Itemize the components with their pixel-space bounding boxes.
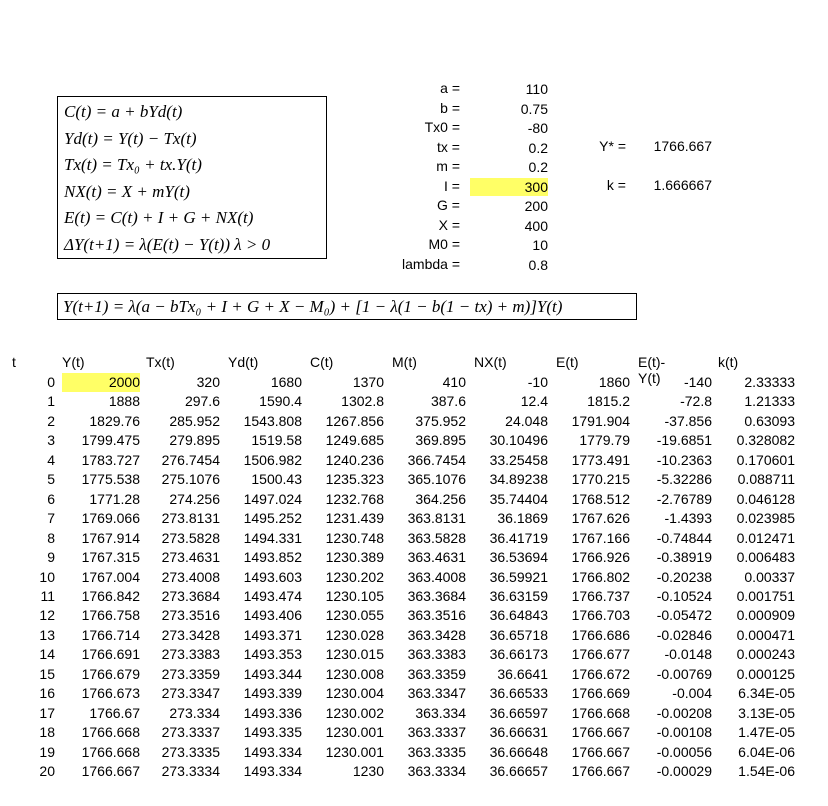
- table-cell[interactable]: -10.2363: [656, 452, 712, 468]
- table-cell[interactable]: -0.004: [672, 685, 712, 701]
- row-index-cell[interactable]: 6: [47, 491, 55, 507]
- param-label: Tx0 =: [424, 119, 460, 135]
- equation-line: ΔY(t+1) = λ(E(t) − Y(t)) λ > 0: [64, 234, 271, 254]
- table-cell[interactable]: 363.3383: [407, 646, 466, 662]
- table-cell[interactable]: 1766.679: [81, 666, 140, 682]
- table-cell[interactable]: 1771.28: [89, 491, 140, 507]
- table-cell[interactable]: 1766.667: [571, 763, 630, 779]
- row-index-cell[interactable]: 12: [39, 607, 55, 623]
- table-cell[interactable]: 30.10496: [489, 432, 548, 448]
- table-cell[interactable]: 273.3359: [161, 666, 220, 682]
- table-cell[interactable]: 0.001751: [736, 588, 795, 604]
- table-cell[interactable]: 6.04E-06: [738, 744, 795, 760]
- table-cell[interactable]: 1766.668: [81, 724, 140, 740]
- table-cell[interactable]: 36.66631: [489, 724, 548, 740]
- table-cell[interactable]: 36.66533: [489, 685, 548, 701]
- k-label: k =: [606, 177, 626, 193]
- table-cell[interactable]: 273.8131: [161, 510, 220, 526]
- table-cell[interactable]: 297.6: [184, 393, 220, 409]
- table-cell[interactable]: 363.3347: [407, 685, 466, 701]
- row-index-cell[interactable]: 4: [47, 452, 55, 468]
- table-cell[interactable]: 365.1076: [407, 471, 466, 487]
- table-cell[interactable]: 273.3684: [161, 588, 220, 604]
- table-cell[interactable]: 1766.686: [571, 627, 630, 643]
- table-cell[interactable]: 1.47E-05: [738, 724, 795, 740]
- row-index-cell[interactable]: 19: [39, 744, 55, 760]
- table-cell[interactable]: 1590.4: [259, 393, 302, 409]
- param-label: b =: [440, 100, 460, 116]
- table-cell[interactable]: 1230.001: [325, 724, 384, 740]
- table-cell[interactable]: 1766.691: [81, 646, 140, 662]
- table-cell[interactable]: 1768.512: [571, 491, 630, 507]
- table-cell[interactable]: 36.66173: [489, 646, 548, 662]
- row-index-cell[interactable]: 9: [47, 549, 55, 565]
- table-cell[interactable]: 1888: [108, 393, 140, 409]
- table-cell[interactable]: 1519.58: [251, 432, 302, 448]
- table-cell[interactable]: 1767.166: [571, 530, 630, 546]
- table-cell[interactable]: 1230.389: [325, 549, 384, 565]
- table-cell[interactable]: 1767.315: [81, 549, 140, 565]
- row-index-cell[interactable]: 8: [47, 530, 55, 546]
- ystar-value[interactable]: 1766.667: [653, 138, 712, 154]
- table-cell[interactable]: 1766.842: [81, 588, 140, 604]
- table-cell[interactable]: 273.3334: [161, 763, 220, 779]
- table-cell[interactable]: 1230.748: [325, 530, 384, 546]
- table-cell[interactable]: 0.006483: [736, 549, 795, 565]
- table-cell[interactable]: -0.02846: [656, 627, 712, 643]
- param-value-cell[interactable]: 300: [470, 178, 548, 196]
- equation-line: NX(t) = X + mY(t): [64, 181, 190, 201]
- table-cell[interactable]: -0.00769: [656, 666, 712, 682]
- table-cell[interactable]: 1230.105: [325, 588, 384, 604]
- table-cell[interactable]: 1766.673: [81, 685, 140, 701]
- param-value-cell[interactable]: 110: [525, 81, 548, 97]
- column-header[interactable]: Yd(t): [228, 354, 259, 370]
- table-cell[interactable]: 276.7454: [161, 452, 220, 468]
- table-cell[interactable]: 363.334: [415, 705, 466, 721]
- table-cell[interactable]: 0.000471: [736, 627, 795, 643]
- table-cell[interactable]: -19.6851: [656, 432, 712, 448]
- table-cell[interactable]: 1230: [352, 763, 384, 779]
- table-cell[interactable]: 363.4631: [407, 549, 466, 565]
- table-cell[interactable]: 363.3334: [407, 763, 466, 779]
- table-cell[interactable]: 1680: [270, 374, 302, 390]
- table-cell[interactable]: 0.023985: [736, 510, 795, 526]
- row-index-cell[interactable]: 20: [39, 763, 55, 779]
- table-cell[interactable]: 34.89238: [489, 471, 548, 487]
- table-cell[interactable]: 1766.737: [571, 588, 630, 604]
- table-cell[interactable]: 273.3335: [161, 744, 220, 760]
- table-cell[interactable]: 36.65718: [489, 627, 548, 643]
- table-cell[interactable]: 6.34E-05: [738, 685, 795, 701]
- row-index-cell[interactable]: 2: [47, 413, 55, 429]
- table-cell[interactable]: 1493.353: [243, 646, 302, 662]
- table-cell[interactable]: -0.10524: [656, 588, 712, 604]
- table-cell[interactable]: 0.328082: [736, 432, 795, 448]
- equation-line: E(t) = C(t) + I + G + NX(t): [64, 208, 254, 228]
- table-cell[interactable]: 363.8131: [407, 510, 466, 526]
- row-index-cell[interactable]: 14: [39, 646, 55, 662]
- table-cell[interactable]: 1493.371: [243, 627, 302, 643]
- table-cell[interactable]: 36.6641: [497, 666, 548, 682]
- table-cell[interactable]: 1766.703: [571, 607, 630, 623]
- param-label: X =: [438, 217, 460, 233]
- equation-line: C(t) = a + bYd(t): [64, 102, 183, 121]
- table-cell[interactable]: 366.7454: [407, 452, 466, 468]
- table-cell[interactable]: 1766.802: [571, 569, 630, 585]
- table-cell[interactable]: 1766.667: [571, 724, 630, 740]
- table-cell[interactable]: 1769.066: [81, 510, 140, 526]
- table-cell[interactable]: -0.05472: [656, 607, 712, 623]
- column-header[interactable]: Tx(t): [146, 354, 175, 370]
- table-cell[interactable]: -10: [527, 374, 548, 390]
- table-cell[interactable]: 369.895: [415, 432, 466, 448]
- table-cell[interactable]: 1773.491: [571, 452, 630, 468]
- param-label: I =: [444, 178, 460, 194]
- table-cell[interactable]: 33.25458: [489, 452, 548, 468]
- table-cell[interactable]: 36.66648: [489, 744, 548, 760]
- table-cell[interactable]: 1493.335: [243, 724, 302, 740]
- table-cell[interactable]: 363.5828: [407, 530, 466, 546]
- table-cell[interactable]: 1230.001: [325, 744, 384, 760]
- table-cell[interactable]: 1493.336: [243, 705, 302, 721]
- table-cell[interactable]: 0.00337: [744, 569, 795, 585]
- row-index-cell[interactable]: 15: [39, 666, 55, 682]
- table-cell[interactable]: 363.3359: [407, 666, 466, 682]
- table-cell[interactable]: 1497.024: [243, 491, 302, 507]
- table-cell[interactable]: 36.53694: [489, 549, 548, 565]
- table-cell[interactable]: 1815.2: [587, 393, 630, 409]
- table-cell[interactable]: 36.63159: [489, 588, 548, 604]
- table-cell[interactable]: -0.38919: [656, 549, 712, 565]
- column-header[interactable]: E(t)-Y(t): [638, 354, 666, 386]
- table-cell[interactable]: 387.6: [430, 393, 466, 409]
- table-cell[interactable]: 363.3684: [407, 588, 466, 604]
- table-cell[interactable]: -5.32286: [656, 471, 712, 487]
- table-cell[interactable]: 1767.914: [81, 530, 140, 546]
- table-cell[interactable]: 1493.474: [243, 588, 302, 604]
- param-value-cell[interactable]: 0.75: [520, 101, 548, 117]
- table-cell[interactable]: 1783.727: [81, 452, 140, 468]
- table-cell[interactable]: -37.856: [664, 413, 712, 429]
- column-header[interactable]: M(t): [392, 354, 417, 370]
- table-cell[interactable]: 1766.677: [571, 646, 630, 662]
- table-cell[interactable]: 2.33333: [744, 374, 795, 390]
- table-cell[interactable]: 1493.334: [243, 744, 302, 760]
- column-header[interactable]: C(t): [310, 354, 334, 370]
- table-cell[interactable]: -0.0148: [664, 646, 712, 662]
- table-cell[interactable]: 0.000125: [736, 666, 795, 682]
- param-value-cell[interactable]: -80: [527, 120, 548, 136]
- table-cell[interactable]: 1500.43: [251, 471, 302, 487]
- param-value-cell[interactable]: 10: [532, 237, 548, 253]
- param-label: a =: [440, 80, 460, 96]
- table-cell[interactable]: 1230.002: [325, 705, 384, 721]
- table-cell[interactable]: 36.41719: [489, 530, 548, 546]
- table-cell[interactable]: 1766.714: [81, 627, 140, 643]
- table-cell[interactable]: 1230.028: [325, 627, 384, 643]
- column-header[interactable]: E(t): [556, 354, 579, 370]
- table-cell[interactable]: 1493.344: [243, 666, 302, 682]
- table-cell[interactable]: 273.4008: [161, 569, 220, 585]
- row-index-cell[interactable]: 16: [39, 685, 55, 701]
- table-cell[interactable]: 363.3337: [407, 724, 466, 740]
- row-index-cell[interactable]: 1: [47, 393, 55, 409]
- table-cell[interactable]: 2000: [62, 373, 140, 392]
- table-cell[interactable]: 285.952: [169, 413, 220, 429]
- table-cell[interactable]: 0.170601: [736, 452, 795, 468]
- table-cell[interactable]: -0.00208: [656, 705, 712, 721]
- table-cell[interactable]: -140: [683, 374, 712, 390]
- param-label: M0 =: [428, 236, 460, 252]
- table-cell[interactable]: 1.54E-06: [738, 763, 795, 779]
- table-cell[interactable]: 320: [196, 374, 220, 390]
- table-cell[interactable]: 1240.236: [325, 452, 384, 468]
- table-cell[interactable]: 1230.015: [325, 646, 384, 662]
- column-header[interactable]: t: [12, 354, 16, 370]
- table-cell[interactable]: 1235.323: [325, 471, 384, 487]
- table-cell[interactable]: 1231.439: [325, 510, 384, 526]
- table-cell[interactable]: 1860: [598, 374, 630, 390]
- table-cell[interactable]: 1267.856: [325, 413, 384, 429]
- model-equations-box: [57, 96, 327, 259]
- table-cell[interactable]: 36.59921: [489, 569, 548, 585]
- table-cell[interactable]: 24.048: [505, 413, 548, 429]
- difference-equation: Y(t+1) = λ(a − bTx₀ + I + G + X − M₀) + [1 − λ(1 − b(1 − tx) + m)]Y(t): [57, 293, 637, 320]
- table-cell[interactable]: 1230.055: [325, 607, 384, 623]
- row-index-cell[interactable]: 13: [39, 627, 55, 643]
- table-cell[interactable]: 1232.768: [325, 491, 384, 507]
- table-cell[interactable]: 1766.926: [571, 549, 630, 565]
- table-cell[interactable]: 36.1869: [497, 510, 548, 526]
- table-cell[interactable]: 1249.685: [325, 432, 384, 448]
- table-cell[interactable]: 36.66657: [489, 763, 548, 779]
- table-cell[interactable]: 1.21333: [744, 393, 795, 409]
- table-cell[interactable]: 1230.008: [325, 666, 384, 682]
- table-cell[interactable]: 1770.215: [571, 471, 630, 487]
- table-cell[interactable]: 1766.667: [81, 763, 140, 779]
- table-cell[interactable]: 1791.904: [571, 413, 630, 429]
- table-cell[interactable]: 12.4: [520, 393, 548, 409]
- table-cell[interactable]: 363.4008: [407, 569, 466, 585]
- param-label: G =: [437, 197, 460, 213]
- table-cell[interactable]: 363.3335: [407, 744, 466, 760]
- row-index-cell[interactable]: 18: [39, 724, 55, 740]
- table-cell[interactable]: 273.334: [169, 705, 220, 721]
- table-cell[interactable]: 1493.406: [243, 607, 302, 623]
- table-cell[interactable]: 0.000909: [736, 607, 795, 623]
- table-cell[interactable]: 410: [442, 374, 466, 390]
- table-cell[interactable]: 274.256: [169, 491, 220, 507]
- param-value-cell[interactable]: 0.2: [528, 140, 548, 156]
- table-cell[interactable]: -0.00029: [656, 763, 712, 779]
- param-label: tx =: [437, 139, 460, 155]
- table-cell[interactable]: -0.00108: [656, 724, 712, 740]
- table-cell[interactable]: 1230.202: [325, 569, 384, 585]
- row-index-cell[interactable]: 3: [47, 432, 55, 448]
- equation-line: Tx(t) = Tx₀ + tx.Y(t): [64, 155, 202, 175]
- table-cell[interactable]: -0.20238: [656, 569, 712, 585]
- row-index-cell[interactable]: 0: [47, 374, 55, 390]
- table-cell[interactable]: 1799.475: [81, 432, 140, 448]
- table-cell[interactable]: 1370: [352, 374, 384, 390]
- column-header[interactable]: k(t): [718, 354, 739, 370]
- table-cell[interactable]: 275.1076: [161, 471, 220, 487]
- table-cell[interactable]: 1829.76: [89, 413, 140, 429]
- table-cell[interactable]: 273.3383: [161, 646, 220, 662]
- table-cell[interactable]: 364.256: [415, 491, 466, 507]
- table-cell[interactable]: 1493.852: [243, 549, 302, 565]
- table-cell[interactable]: 35.74404: [489, 491, 548, 507]
- table-cell[interactable]: 1766.758: [81, 607, 140, 623]
- row-index-cell[interactable]: 11: [40, 588, 55, 604]
- table-cell[interactable]: 1767.004: [81, 569, 140, 585]
- table-cell[interactable]: 273.3428: [161, 627, 220, 643]
- table-cell[interactable]: 279.895: [169, 432, 220, 448]
- table-cell[interactable]: -0.74844: [656, 530, 712, 546]
- table-cell[interactable]: -1.4393: [664, 510, 712, 526]
- table-cell[interactable]: 1775.538: [81, 471, 140, 487]
- table-cell[interactable]: 36.64843: [489, 607, 548, 623]
- row-index-cell[interactable]: 17: [39, 705, 55, 721]
- table-cell[interactable]: 273.3337: [161, 724, 220, 740]
- table-cell[interactable]: -72.8: [680, 393, 712, 409]
- table-cell[interactable]: 1766.67: [89, 705, 140, 721]
- table-cell[interactable]: 3.13E-05: [738, 705, 795, 721]
- table-cell[interactable]: 1766.672: [571, 666, 630, 682]
- table-cell[interactable]: 273.3347: [161, 685, 220, 701]
- param-label: m =: [436, 158, 460, 174]
- table-cell[interactable]: 1767.626: [571, 510, 630, 526]
- table-cell[interactable]: 1766.667: [571, 744, 630, 760]
- table-cell[interactable]: 375.952: [415, 413, 466, 429]
- k-value[interactable]: 1.666667: [653, 177, 712, 193]
- table-cell[interactable]: 363.3428: [407, 627, 466, 643]
- table-cell[interactable]: 1494.331: [243, 530, 302, 546]
- row-index-cell[interactable]: 7: [47, 510, 55, 526]
- table-cell[interactable]: 0.63093: [744, 413, 795, 429]
- table-cell[interactable]: 273.4631: [161, 549, 220, 565]
- table-cell[interactable]: 0.088711: [737, 471, 795, 487]
- table-cell[interactable]: 1493.603: [243, 569, 302, 585]
- row-index-cell[interactable]: 5: [47, 471, 55, 487]
- table-cell[interactable]: 363.3516: [407, 607, 466, 623]
- table-cell[interactable]: 36.66597: [489, 705, 548, 721]
- table-cell[interactable]: 273.3516: [161, 607, 220, 623]
- param-value-cell[interactable]: 200: [524, 198, 548, 214]
- table-cell[interactable]: 1766.668: [81, 744, 140, 760]
- table-cell[interactable]: 273.5828: [161, 530, 220, 546]
- ystar-label: Y* =: [599, 138, 626, 154]
- table-cell[interactable]: 1493.339: [243, 685, 302, 701]
- row-index-cell[interactable]: 10: [39, 569, 55, 585]
- table-cell[interactable]: 1779.79: [579, 432, 630, 448]
- param-value-cell[interactable]: 0.8: [528, 257, 548, 273]
- table-cell[interactable]: 1302.8: [341, 393, 384, 409]
- table-cell[interactable]: 0.012471: [736, 530, 795, 546]
- param-value-cell[interactable]: 0.2: [528, 159, 548, 175]
- table-cell[interactable]: 0.046128: [736, 491, 795, 507]
- table-cell[interactable]: -2.76789: [656, 491, 712, 507]
- table-cell[interactable]: 1543.808: [243, 413, 302, 429]
- table-cell[interactable]: 1766.669: [571, 685, 630, 701]
- table-cell[interactable]: -0.00056: [656, 744, 712, 760]
- table-cell[interactable]: 1230.004: [325, 685, 384, 701]
- table-cell[interactable]: 0.000243: [736, 646, 795, 662]
- equation-line: Yd(t) = Y(t) − Tx(t): [64, 128, 197, 148]
- table-cell[interactable]: 1493.334: [243, 763, 302, 779]
- table-cell[interactable]: 1766.668: [571, 705, 630, 721]
- param-label: lambda =: [402, 256, 460, 272]
- column-header[interactable]: NX(t): [474, 354, 507, 370]
- table-cell[interactable]: 1506.982: [243, 452, 302, 468]
- table-cell[interactable]: 1495.252: [243, 510, 302, 526]
- param-value-cell[interactable]: 400: [524, 218, 548, 234]
- column-header[interactable]: Y(t): [62, 354, 85, 370]
